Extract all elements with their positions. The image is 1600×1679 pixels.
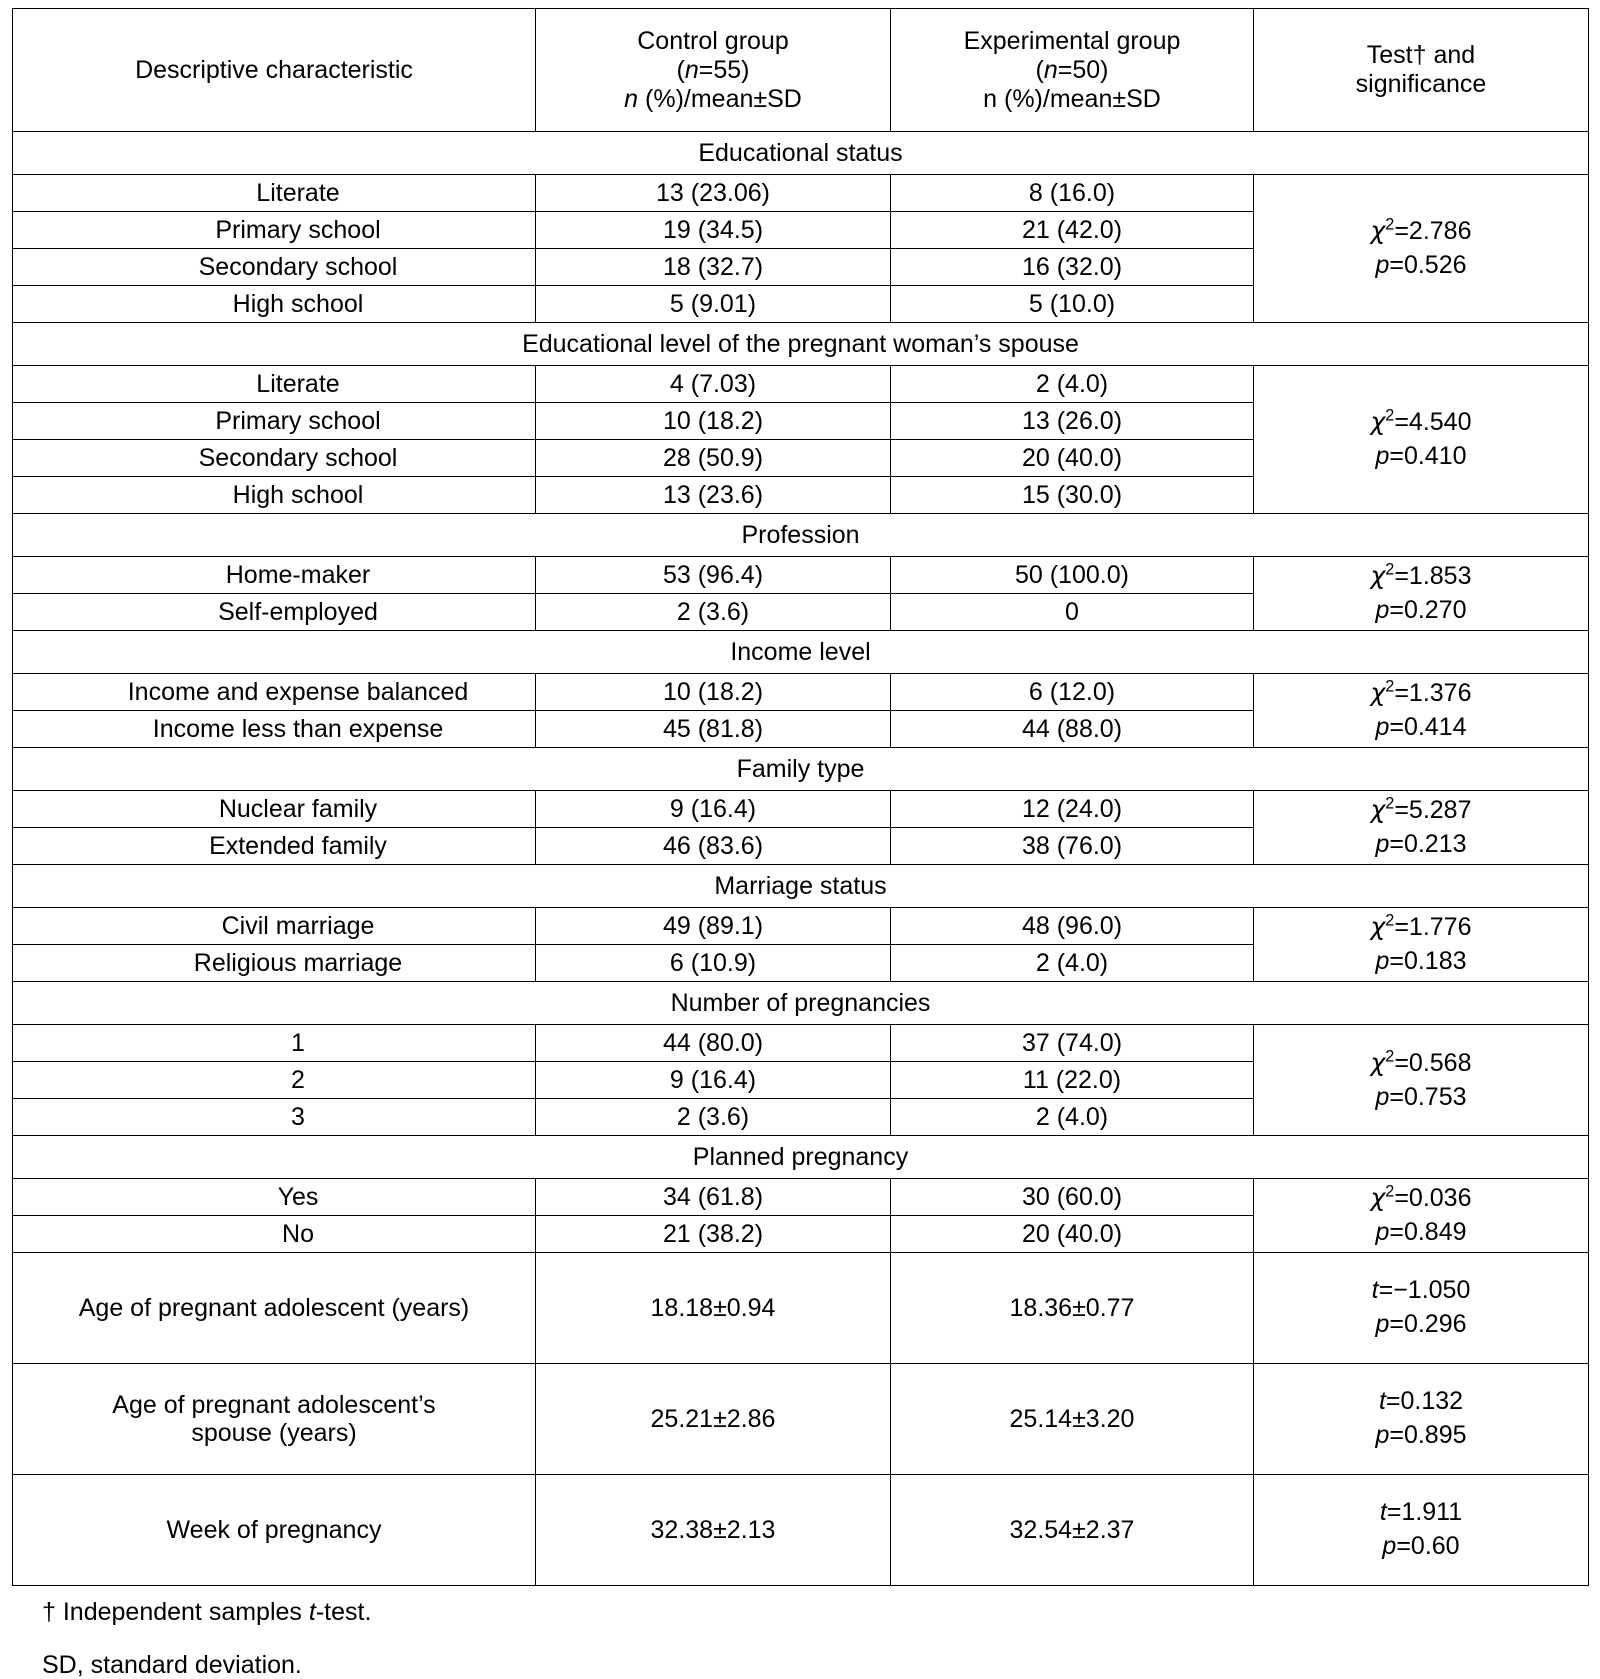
p-symbol: p: [1375, 1421, 1390, 1449]
descriptive-characteristics-table: [12, 8, 1589, 1586]
table-row: [13, 175, 1589, 212]
statistic-exponent: 2: [1385, 215, 1395, 234]
p-symbol: p: [1375, 830, 1390, 858]
p-symbol: p: [1375, 251, 1390, 279]
p-number: =0.849: [1389, 1218, 1467, 1246]
control-group-n-symbol: n: [684, 55, 699, 84]
test-statistic-cell: [1254, 1475, 1589, 1586]
statistic-number: =1.776: [1394, 913, 1472, 942]
footnote-text-pre: Independent samples: [55, 1598, 309, 1626]
statistic-symbol: χ: [1370, 216, 1386, 246]
section-heading-label: Family type: [13, 748, 1589, 791]
experimental-group-value: 44 (88.0): [891, 711, 1254, 748]
experimental-group-value: 2 (4.0): [891, 1099, 1254, 1136]
experimental-group-n-open: (: [1035, 55, 1044, 84]
p-value: [1254, 945, 1588, 979]
row-label: Extended family: [13, 828, 536, 865]
experimental-group-value: 20 (40.0): [891, 1216, 1254, 1253]
row-label: Civil marriage: [13, 908, 536, 945]
experimental-group-value: 15 (30.0): [891, 477, 1254, 514]
test-statistic-cell: [1254, 175, 1589, 323]
statistic-number: =0.568: [1394, 1048, 1472, 1077]
statistic-number: =4.540: [1394, 408, 1472, 437]
test-statistic-cell: [1254, 1253, 1589, 1364]
experimental-group-value: 21 (42.0): [891, 212, 1254, 249]
section-heading-row: [13, 132, 1589, 175]
table-header: [13, 9, 1589, 132]
footnote-test-definition: [42, 1600, 1588, 1625]
table-row: [13, 1179, 1589, 1216]
p-number: =0.526: [1389, 251, 1467, 279]
column-header-test-significance: [1254, 9, 1589, 132]
section-heading-label: Number of pregnancies: [13, 982, 1589, 1025]
row-label: [13, 1364, 536, 1475]
p-number: =0.414: [1389, 713, 1467, 741]
table-row: [13, 1364, 1589, 1475]
section-heading-label: Planned pregnancy: [13, 1136, 1589, 1179]
control-group-value: 25.21±2.86: [536, 1364, 891, 1475]
experimental-group-value: 0: [891, 594, 1254, 631]
table-body: [13, 132, 1589, 1586]
experimental-group-value: 6 (12.0): [891, 674, 1254, 711]
p-symbol: p: [1375, 1218, 1390, 1246]
p-symbol: p: [1375, 1082, 1390, 1111]
control-group-value: 9 (16.4): [536, 1062, 891, 1099]
control-group-value: 10 (18.2): [536, 674, 891, 711]
statistic-symbol: χ: [1370, 407, 1386, 437]
p-number: =0.183: [1389, 947, 1467, 975]
experimental-group-value: 25.14±3.20: [891, 1364, 1254, 1475]
control-group-value: 2 (3.6): [536, 1099, 891, 1136]
p-number: =0.410: [1389, 442, 1467, 470]
row-label: Secondary school: [13, 440, 536, 477]
statistic-number: =5.287: [1394, 796, 1472, 825]
section-heading-row: [13, 323, 1589, 366]
experimental-group-n-symbol: n: [1043, 55, 1058, 84]
statistic-symbol: t: [1371, 1276, 1379, 1305]
p-value: [1254, 711, 1588, 745]
statistic-exponent: 2: [1385, 911, 1395, 930]
statistic-number: =1.853: [1394, 562, 1472, 591]
table-row: [13, 557, 1589, 594]
test-statistic-value: [1254, 559, 1588, 594]
experimental-group-value: 13 (26.0): [891, 403, 1254, 440]
p-value: [1254, 1081, 1588, 1115]
p-number: =0.296: [1389, 1310, 1467, 1338]
p-number: =0.753: [1389, 1082, 1467, 1111]
p-value: [1254, 594, 1588, 628]
row-label: Religious marriage: [13, 945, 536, 982]
row-label: High school: [13, 477, 536, 514]
control-group-value: 5 (9.01): [536, 286, 891, 323]
experimental-group-value: 30 (60.0): [891, 1179, 1254, 1216]
row-label: Home-maker: [13, 557, 536, 594]
test-header-line1: Test† and: [1366, 41, 1476, 69]
footnote-sd-definition: SD, standard deviation.: [42, 1651, 302, 1679]
row-label: Primary school: [13, 212, 536, 249]
table-row: [13, 1475, 1589, 1586]
test-statistic-value: [1254, 793, 1588, 828]
control-group-value: 18.18±0.94: [536, 1253, 891, 1364]
statistic-number: =−1.050: [1378, 1276, 1471, 1305]
p-value: [1254, 1530, 1588, 1564]
control-group-value: 46 (83.6): [536, 828, 891, 865]
p-value: [1254, 828, 1588, 862]
section-heading-label: Educational level of the pregnant woman’s spouse: [13, 323, 1589, 366]
row-label: 3: [13, 1099, 536, 1136]
section-heading-row: [13, 514, 1589, 557]
test-statistic-cell: [1254, 674, 1589, 748]
table-row: [13, 674, 1589, 711]
experimental-group-value: 5 (10.0): [891, 286, 1254, 323]
section-heading-row: [13, 748, 1589, 791]
experimental-group-title: Experimental group: [963, 26, 1181, 55]
p-value: [1254, 1419, 1588, 1453]
statistic-symbol: t: [1378, 1387, 1386, 1416]
statistic-exponent: 2: [1385, 1047, 1395, 1066]
control-group-value: 10 (18.2): [536, 403, 891, 440]
row-label: Week of pregnancy: [13, 1475, 536, 1586]
statistic-symbol: χ: [1370, 1047, 1386, 1077]
statistic-number: =1.911: [1386, 1498, 1463, 1527]
p-value: [1254, 1216, 1588, 1250]
column-header-characteristic: Descriptive characteristic: [13, 9, 536, 132]
test-statistic-cell: [1254, 1364, 1589, 1475]
column-header-experimental-group: [891, 9, 1254, 132]
test-statistic-value: [1254, 1496, 1588, 1530]
section-heading-row: [13, 982, 1589, 1025]
statistic-number: =0.036: [1394, 1184, 1472, 1213]
statistic-number: =1.376: [1394, 679, 1472, 708]
row-label-line2: spouse (years): [191, 1419, 357, 1447]
header-row: [13, 9, 1589, 132]
row-label: Literate: [13, 175, 536, 212]
control-group-value: 13 (23.6): [536, 477, 891, 514]
control-group-value: 49 (89.1): [536, 908, 891, 945]
p-number: =0.213: [1389, 830, 1467, 858]
dagger-icon: †: [42, 1598, 56, 1626]
test-statistic-value: [1254, 910, 1588, 945]
statistic-symbol: χ: [1370, 678, 1386, 708]
control-group-value: 13 (23.06): [536, 175, 891, 212]
test-statistic-cell: [1254, 908, 1589, 982]
experimental-group-value: 11 (22.0): [891, 1062, 1254, 1099]
footnote-text-post: -test.: [315, 1598, 372, 1626]
control-group-value: 53 (96.4): [536, 557, 891, 594]
statistic-symbol: t: [1379, 1498, 1387, 1527]
experimental-group-value: 38 (76.0): [891, 828, 1254, 865]
experimental-group-value: 8 (16.0): [891, 175, 1254, 212]
row-label: No: [13, 1216, 536, 1253]
section-heading-row: [13, 631, 1589, 674]
p-number: =0.270: [1389, 596, 1467, 624]
p-symbol: p: [1375, 442, 1390, 470]
column-header-control-group: [536, 9, 891, 132]
test-statistic-cell: [1254, 366, 1589, 514]
experimental-group-value: 50 (100.0): [891, 557, 1254, 594]
statistic-number: =0.132: [1385, 1387, 1464, 1416]
test-statistic-value: [1254, 1046, 1588, 1081]
section-heading-label: Profession: [13, 514, 1589, 557]
p-symbol: p: [1375, 713, 1390, 741]
row-label: Self-employed: [13, 594, 536, 631]
row-label: Nuclear family: [13, 791, 536, 828]
statistic-symbol: χ: [1370, 912, 1386, 942]
experimental-group-value: 2 (4.0): [891, 366, 1254, 403]
experimental-group-value: 2 (4.0): [891, 945, 1254, 982]
control-group-value: 2 (3.6): [536, 594, 891, 631]
row-label-line1: Age of pregnant adolescent’s: [112, 1391, 436, 1419]
section-heading-label: Income level: [13, 631, 1589, 674]
control-group-n-value: =55): [698, 55, 750, 84]
p-number: =0.60: [1396, 1532, 1460, 1560]
experimental-group-value: 37 (74.0): [891, 1025, 1254, 1062]
p-symbol: p: [1375, 947, 1390, 975]
statistic-exponent: 2: [1385, 1182, 1395, 1201]
p-symbol: p: [1375, 596, 1390, 624]
test-header-line2: significance: [1355, 70, 1487, 98]
control-group-format-n: n: [624, 84, 639, 113]
row-label: 1: [13, 1025, 536, 1062]
test-statistic-cell: [1254, 557, 1589, 631]
experimental-group-n-value: =50): [1057, 55, 1109, 84]
test-statistic-cell: [1254, 791, 1589, 865]
statistic-exponent: 2: [1385, 406, 1395, 425]
table-row: [13, 1025, 1589, 1062]
control-group-value: 6 (10.9): [536, 945, 891, 982]
p-value: [1254, 249, 1588, 283]
control-group-title: Control group: [637, 26, 789, 55]
control-group-value: 45 (81.8): [536, 711, 891, 748]
row-label: Income less than expense: [13, 711, 536, 748]
control-group-value: 34 (61.8): [536, 1179, 891, 1216]
test-statistic-value: [1254, 1385, 1588, 1419]
row-label: Literate: [13, 366, 536, 403]
statistic-symbol: χ: [1370, 1183, 1386, 1213]
test-statistic-cell: [1254, 1179, 1589, 1253]
experimental-group-format: n (%)/mean±SD: [983, 84, 1161, 113]
footnote-t-symbol: t: [308, 1598, 316, 1626]
p-symbol: p: [1375, 1310, 1390, 1338]
control-group-value: 28 (50.9): [536, 440, 891, 477]
experimental-group-value: 12 (24.0): [891, 791, 1254, 828]
section-heading-row: [13, 1136, 1589, 1179]
p-value: [1254, 440, 1588, 474]
control-group-value: 21 (38.2): [536, 1216, 891, 1253]
experimental-group-value: 48 (96.0): [891, 908, 1254, 945]
section-heading-row: [13, 865, 1589, 908]
table-row: [13, 791, 1589, 828]
table-row: [13, 908, 1589, 945]
experimental-group-value: 16 (32.0): [891, 249, 1254, 286]
statistic-symbol: χ: [1370, 561, 1386, 591]
control-group-format-rest: (%)/mean±SD: [638, 84, 802, 113]
control-group-value: 4 (7.03): [536, 366, 891, 403]
control-group-value: 9 (16.4): [536, 791, 891, 828]
table-footnotes: [12, 1600, 1588, 1678]
statistic-exponent: 2: [1385, 794, 1395, 813]
row-label: Yes: [13, 1179, 536, 1216]
row-label: Secondary school: [13, 249, 536, 286]
table-row: [13, 366, 1589, 403]
test-statistic-value: [1254, 676, 1588, 711]
row-label: Age of pregnant adolescent (years): [13, 1253, 536, 1364]
control-group-value: 19 (34.5): [536, 212, 891, 249]
control-group-n-open: (: [676, 55, 685, 84]
table-row: [13, 1253, 1589, 1364]
section-heading-label: Educational status: [13, 132, 1589, 175]
row-label: Primary school: [13, 403, 536, 440]
statistic-exponent: 2: [1385, 560, 1395, 579]
test-statistic-value: [1254, 1274, 1588, 1308]
experimental-group-value: 32.54±2.37: [891, 1475, 1254, 1586]
test-statistic-value: [1254, 214, 1588, 249]
experimental-group-value: 18.36±0.77: [891, 1253, 1254, 1364]
control-group-value: 18 (32.7): [536, 249, 891, 286]
experimental-group-value: 20 (40.0): [891, 440, 1254, 477]
row-label: 2: [13, 1062, 536, 1099]
test-statistic-value: [1254, 1181, 1588, 1216]
p-number: =0.895: [1389, 1421, 1467, 1449]
control-group-value: 44 (80.0): [536, 1025, 891, 1062]
test-statistic-value: [1254, 405, 1588, 440]
section-heading-label: Marriage status: [13, 865, 1589, 908]
test-statistic-cell: [1254, 1025, 1589, 1136]
statistic-number: =2.786: [1394, 217, 1472, 246]
statistic-symbol: χ: [1370, 795, 1386, 825]
p-value: [1254, 1308, 1588, 1342]
row-label: High school: [13, 286, 536, 323]
control-group-value: 32.38±2.13: [536, 1475, 891, 1586]
p-symbol: p: [1382, 1532, 1397, 1560]
row-label: Income and expense balanced: [13, 674, 536, 711]
statistic-exponent: 2: [1385, 677, 1395, 696]
